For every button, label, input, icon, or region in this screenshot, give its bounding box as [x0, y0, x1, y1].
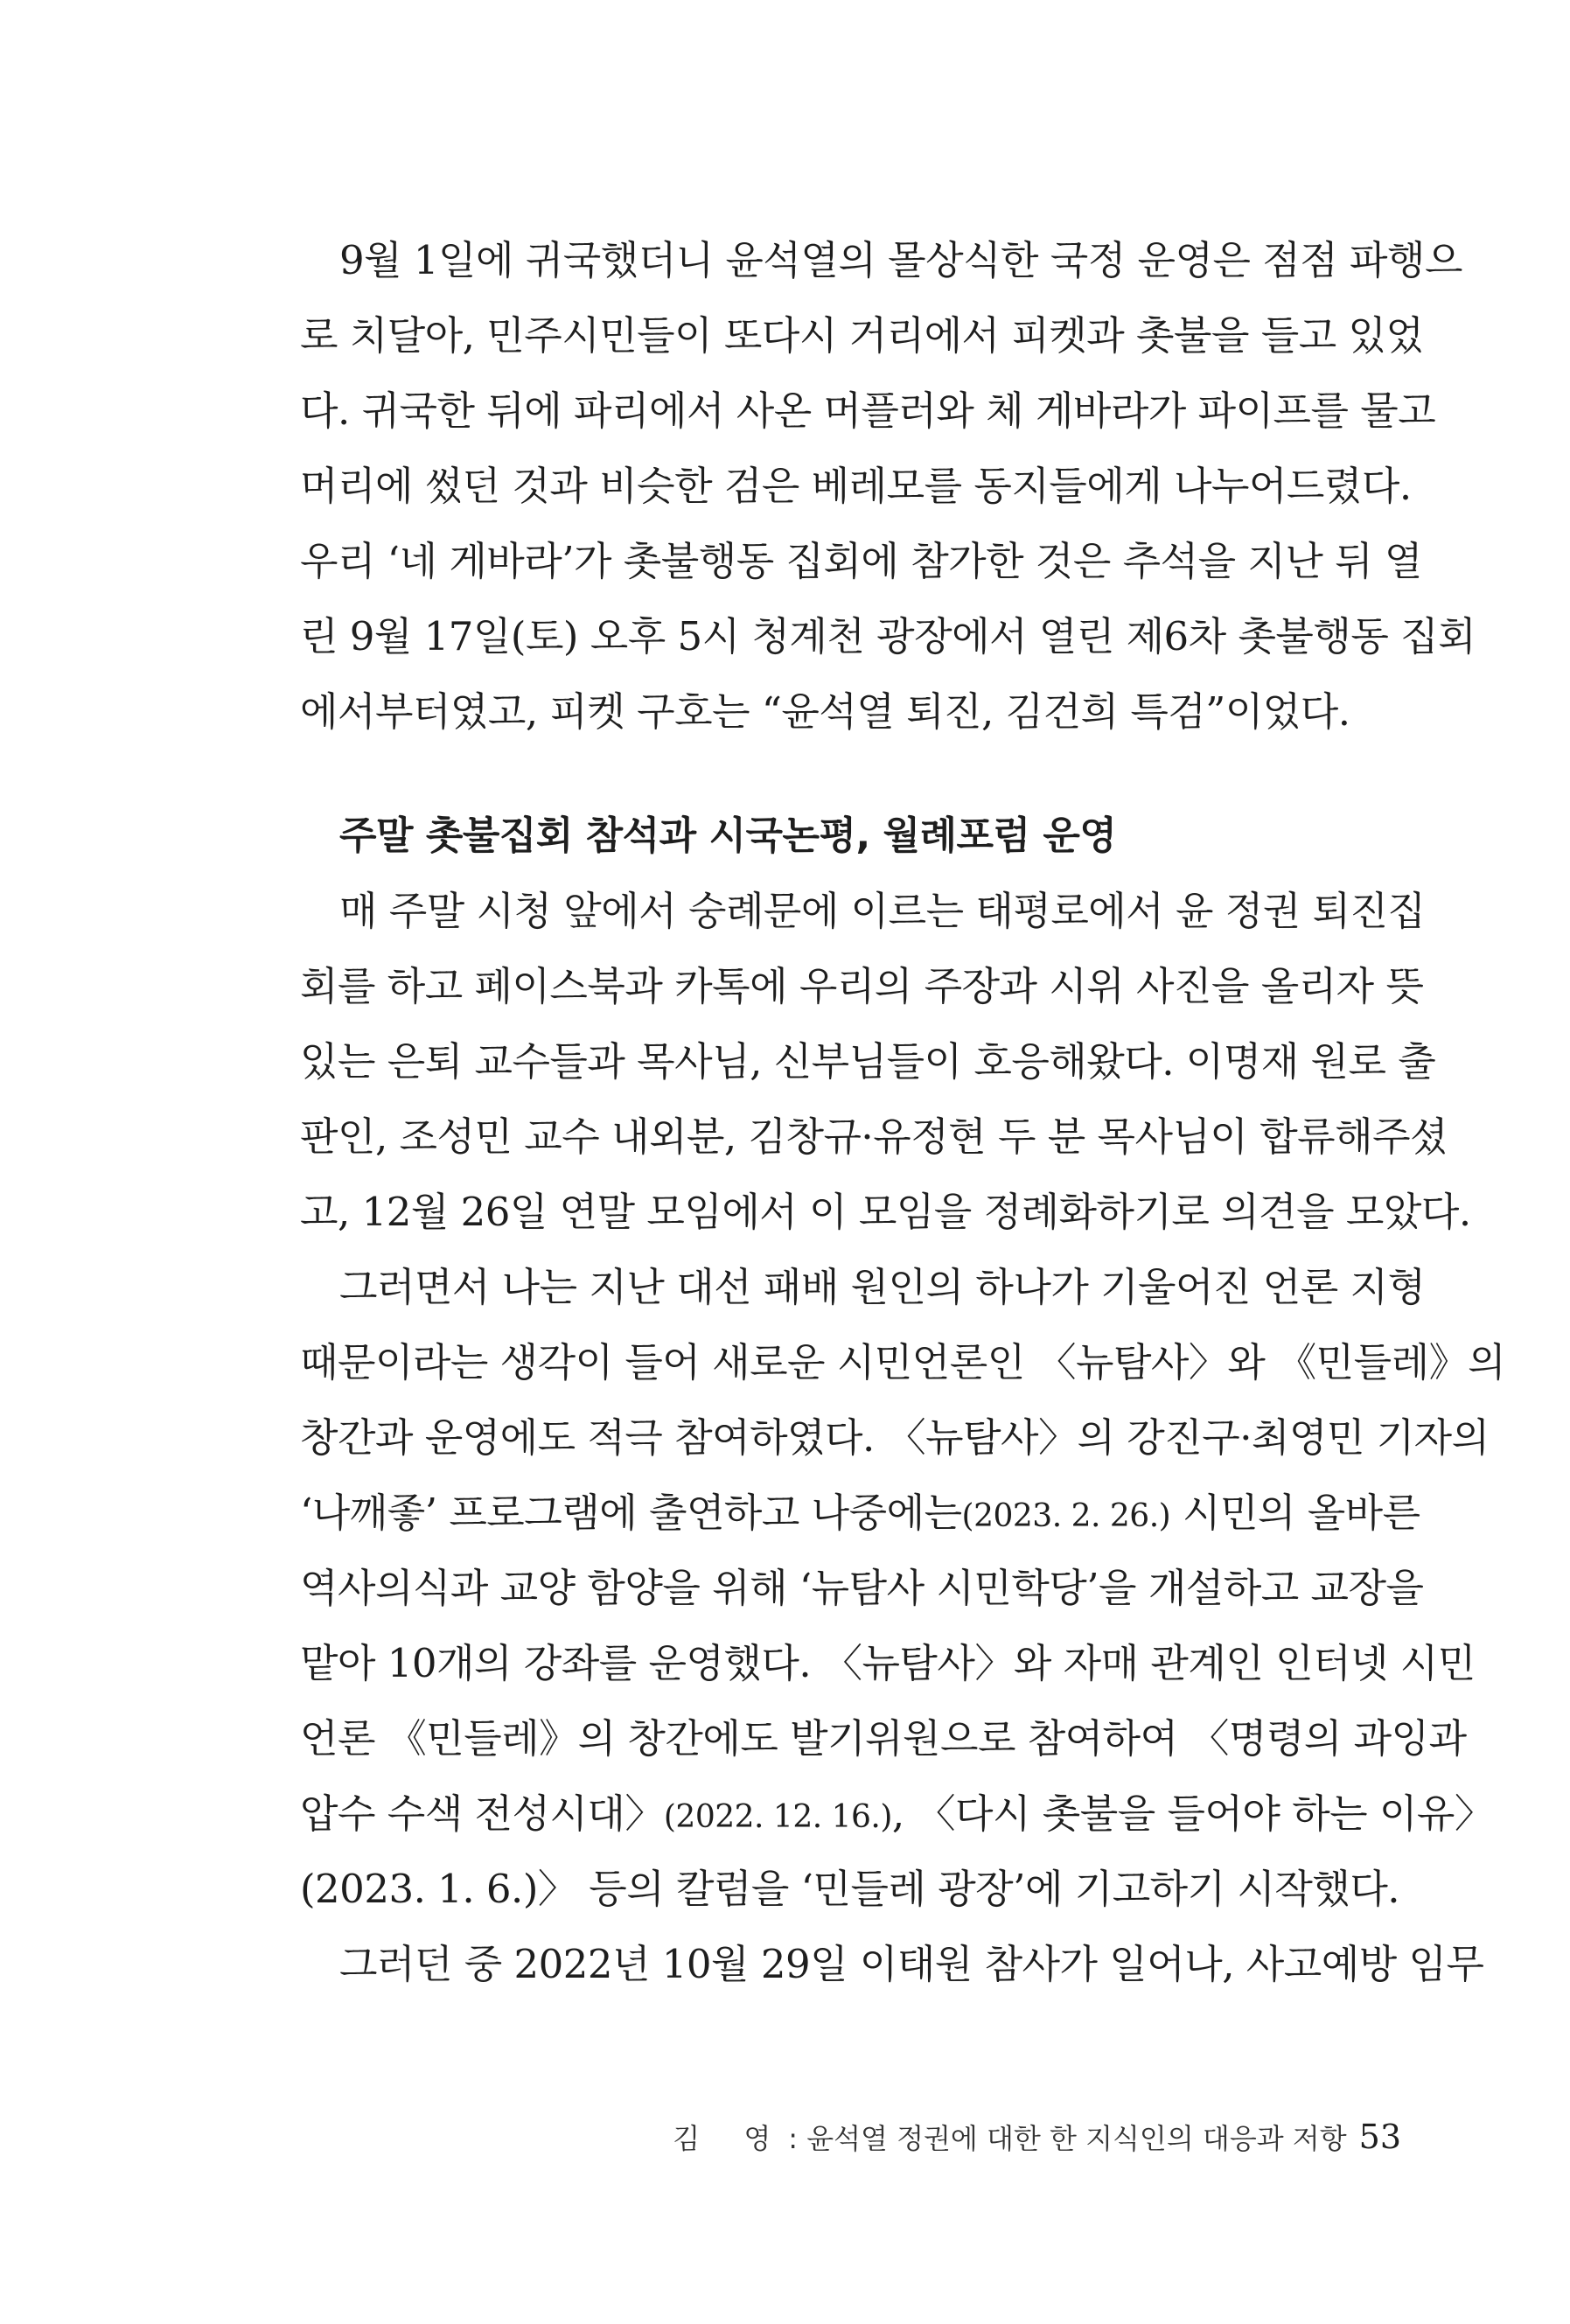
date-note: (2022. 12. 16.): [663, 1799, 892, 1835]
footer-title: : 윤석열 정권에 대한 한 지식인의 대응과 저항: [788, 2122, 1347, 2155]
section-heading: 주말 촛불집회 참석과 시국논평, 월례포럼 운영: [339, 813, 1117, 858]
text-run: 시민의 올바른: [1170, 1490, 1420, 1536]
body-line: 때문이라는 생각이 들어 새로운 시민언론인 〈뉴탐사〉와 《민들레》의: [300, 1339, 1506, 1385]
body-line: 머리에 썼던 것과 비슷한 검은 베레모를 동지들에게 나누어드렸다.: [300, 463, 1412, 509]
text-run: ‘나깨좋’ 프로그램에 출연하고 나중에는: [300, 1490, 962, 1536]
body-line: [300, 1852, 1398, 1927]
body-line: 그러던 중 2022년 10월 29일 이태원 참사가 일어나, 사고예방 임무: [339, 1941, 1484, 1987]
body-line: 에서부터였고, 피켓 구호는 “윤석열 퇴진, 김건희 특검”이었다.: [300, 688, 1350, 735]
paragraph-itaewon: [300, 1927, 1484, 2002]
paragraph-return-home: [300, 223, 1476, 750]
page-number: 53: [1358, 2118, 1401, 2156]
footer-author: 김 영: [673, 2122, 789, 2155]
text-run: 압수 수색 전성시대〉: [300, 1790, 664, 1837]
body-line: 다. 귀국한 뒤에 파리에서 사온 머플러와 체 게바라가 파이프를 물고: [300, 387, 1436, 434]
body-line: 린 9월 17일(토) 오후 5시 청계천 광장에서 열린 제6차 촛불행동 집회: [300, 613, 1476, 660]
paragraph-citizen-media: [300, 1250, 1506, 1927]
body-line: 창간과 운영에도 적극 참여하였다. 〈뉴탐사〉의 강진구·최영민 기자의: [300, 1414, 1490, 1461]
body-line: 9월 1일에 귀국했더니 윤석열의 몰상식한 국정 운영은 점점 파행으: [339, 237, 1462, 283]
page-body: [300, 223, 1506, 2002]
body-line: 우리 ‘네 게바라’가 촛불행동 집회에 참가한 것은 추석을 지난 뒤 열: [300, 538, 1422, 584]
running-footer: [673, 2117, 1401, 2157]
body-line: 매 주말 시청 앞에서 숭례문에 이르는 태평로에서 윤 정권 퇴진집: [339, 888, 1426, 934]
paragraph-weekend-rallies: [300, 874, 1471, 1250]
text-run: , 〈다시 촛불을 들어야 하는 이유〉: [891, 1790, 1494, 1837]
body-line: [300, 1776, 1494, 1852]
date-note: (2023. 2. 26.): [961, 1498, 1171, 1534]
body-line: 있는 은퇴 교수들과 목사님, 신부님들이 호응해왔다. 이명재 원로 출: [300, 1038, 1436, 1085]
body-line: [300, 1476, 1420, 1551]
text-run: 〉 등의 칼럼을 ‘민들레 광장’에 기고하기 시작했다.: [537, 1866, 1400, 1912]
date-note: (2023. 1. 6.): [300, 1866, 538, 1912]
body-line: 고, 12월 26일 연말 모임에서 이 모임을 정례화하기로 의견을 모았다.: [300, 1189, 1471, 1235]
body-line: 그러면서 나는 지난 대선 패배 원인의 하나가 기울어진 언론 지형: [339, 1264, 1426, 1310]
body-line: 맡아 10개의 강좌를 운영했다. 〈뉴탐사〉와 자매 관계인 인터넷 시민: [300, 1640, 1476, 1686]
body-line: 역사의식과 교양 함양을 위해 ‘뉴탐사 시민학당’을 개설하고 교장을: [300, 1565, 1424, 1611]
body-line: 회를 하고 페이스북과 카톡에 우리의 주장과 시위 사진을 올리자 뜻: [300, 963, 1424, 1009]
body-line: 로 치달아, 민주시민들이 또다시 거리에서 피켓과 촛불을 들고 있었: [300, 312, 1424, 359]
body-line: 언론 《민들레》의 창간에도 발기위원으로 참여하여 〈명령의 과잉과: [300, 1715, 1467, 1762]
body-line: 판인, 조성민 교수 내외분, 김창규·유정현 두 분 목사님이 합류해주셨: [300, 1113, 1448, 1160]
